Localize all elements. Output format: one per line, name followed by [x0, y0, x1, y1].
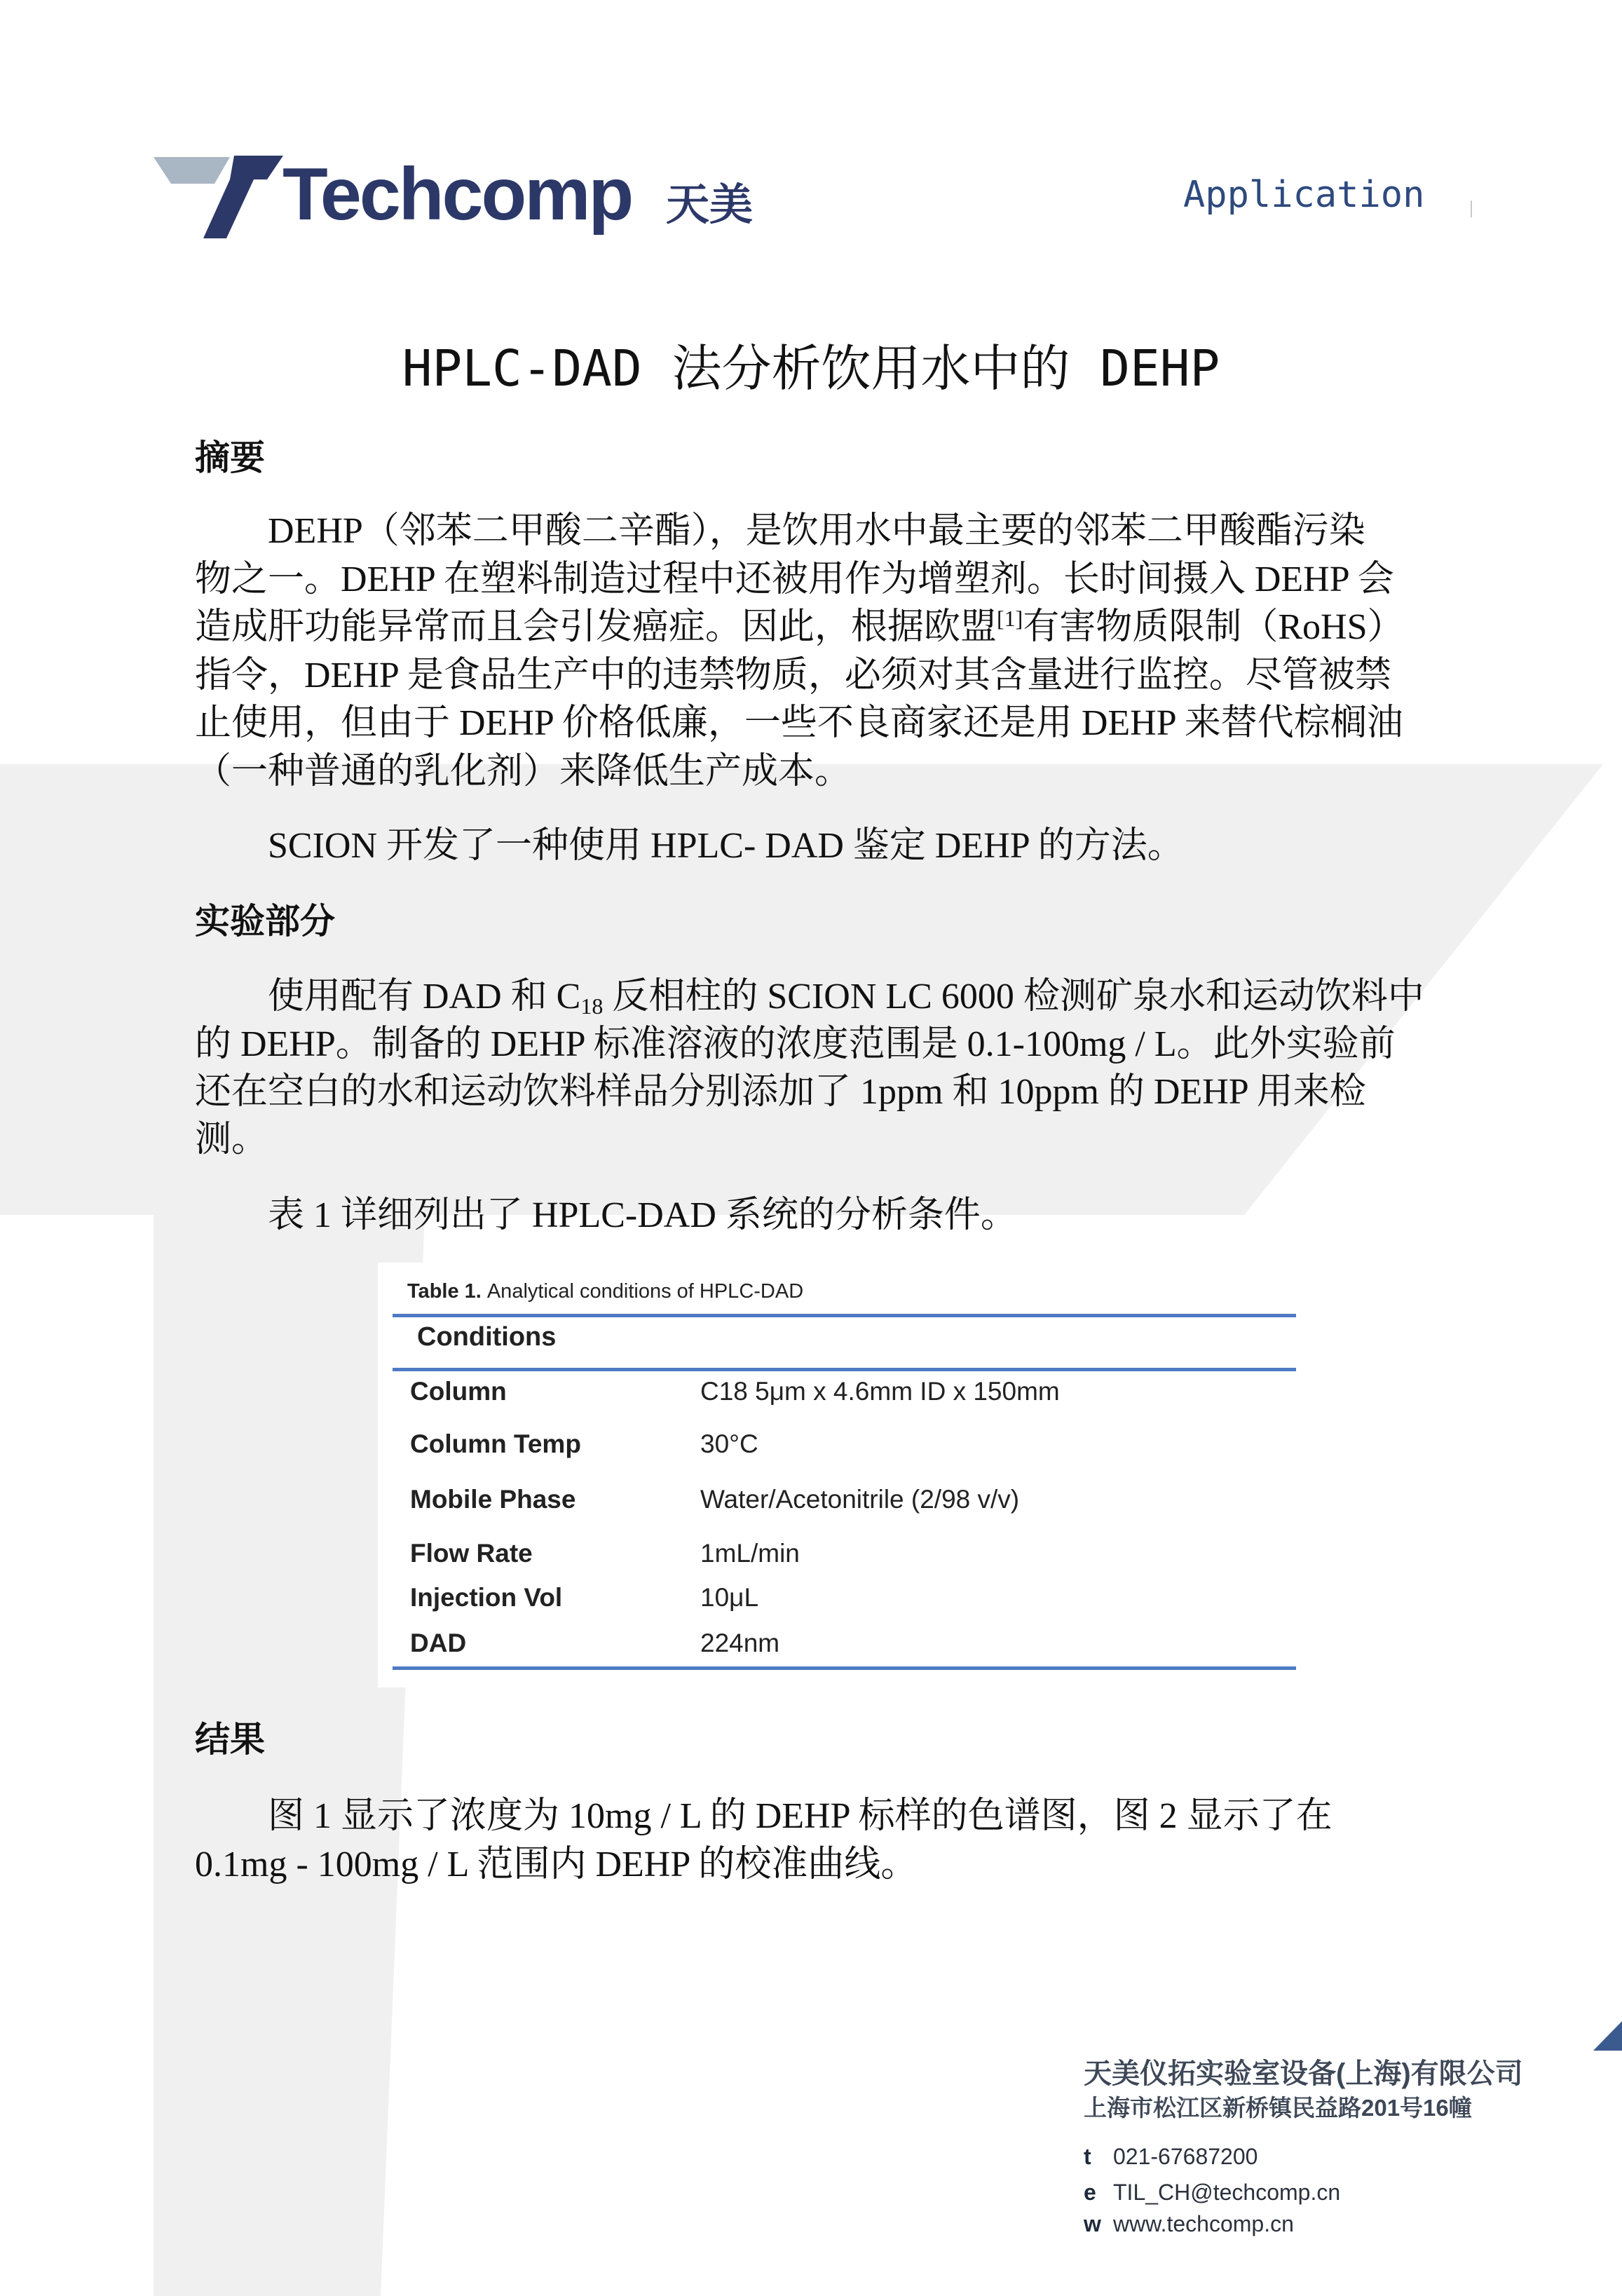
analytical-conditions-table — [378, 1263, 1300, 1687]
table-row-value: 10μL — [700, 1583, 759, 1612]
text-segment: 反相柱的 SCION LC 6000 检测矿泉水和运动饮料中 — [603, 977, 1424, 1017]
text-segment: 有害物质限制（RoHS） — [1023, 607, 1404, 648]
text-line: 指令，DEHP 是食品生产中的违禁物质，必须对其含量进行监控。尽管被禁 — [195, 655, 1391, 695]
table-row-label: Column — [410, 1377, 507, 1406]
reference-marker: [1] — [997, 606, 1023, 632]
text-line — [195, 604, 1404, 652]
table-caption — [407, 1279, 803, 1304]
table-caption-label: Table 1. — [407, 1280, 482, 1303]
section-heading-experimental: 实验部分 — [195, 901, 335, 942]
techcomp-logo — [154, 153, 753, 238]
text-line: 物之一。DEHP 在塑料制造过程中还被用作为增塑剂。长时间摄入 DEHP 会 — [195, 559, 1394, 599]
table-row-value: 30°C — [700, 1429, 758, 1458]
table-header-rule — [393, 1368, 1296, 1371]
table-row-label: Column Temp — [410, 1429, 581, 1458]
subscript-number: 18 — [580, 993, 604, 1019]
table-row-label: DAD — [410, 1629, 467, 1657]
text-line: 还在空白的水和运动饮料样品分别添加了 1ppm 和 10ppm 的 DEHP 用来检 — [195, 1072, 1366, 1112]
contact-label: e — [1084, 2180, 1096, 2205]
text-line: DEHP（邻苯二甲酸二辛酯），是饮用水中最主要的邻苯二甲酸酯污染 — [268, 511, 1365, 551]
text-line: 的 DEHP。制备的 DEHP 标准溶液的浓度范围是 0.1-100mg / L。此外实验前 — [195, 1024, 1396, 1064]
abstract-paragraph-2: SCION 开发了一种使用 HPLC- DAD 鉴定 DEHP 的方法。 — [268, 826, 1184, 866]
logo-mark-gray-icon — [154, 157, 230, 184]
table-row-value: 224nm — [700, 1629, 780, 1657]
text-line: 测。 — [195, 1120, 268, 1160]
experimental-paragraph-2: 表 1 详细列出了 HPLC-DAD 系统的分析条件。 — [268, 1195, 1017, 1235]
contact-value: www.techcomp.cn — [1113, 2211, 1294, 2236]
table-top-rule — [393, 1314, 1296, 1317]
table-caption-text: Analytical conditions of HPLC-DAD — [486, 1280, 804, 1303]
table-row-value: 1mL/min — [700, 1539, 800, 1568]
text-line: 0.1mg - 100mg / L 范围内 DEHP 的校准曲线。 — [195, 1845, 918, 1884]
table-row-value: C18 5μm x 4.6mm ID x 150mm — [700, 1377, 1060, 1406]
contact-value: 021-67687200 — [1113, 2144, 1258, 2169]
text-segment: 造成肝功能异常而且会引发癌症。因此，根据欧盟 — [195, 607, 997, 648]
footer-company-name: 天美仪拓实验室设备(上海)有限公司 — [1084, 2058, 1523, 2089]
section-heading-results: 结果 — [195, 1719, 265, 1760]
abstract-paragraph — [195, 508, 1404, 796]
footer-contact-email — [1084, 2178, 1340, 2206]
results-paragraph — [195, 1792, 1333, 1889]
section-heading-abstract: 摘要 — [195, 437, 265, 478]
text-line: 图 1 显示了浓度为 10mg / L 的 DEHP 标样的色谱图，图 2 显示了在 — [268, 1796, 1333, 1836]
text-line: 止使用，但由于 DEHP 价格低廉，一些不良商家还是用 DEHP 来替代棕榈油 — [195, 703, 1403, 744]
table-row-label: Injection Vol — [410, 1583, 563, 1612]
contact-value: TIL_CH@techcomp.cn — [1113, 2180, 1341, 2205]
corner-triangle-accent — [1593, 2021, 1622, 2051]
contact-label: t — [1084, 2144, 1091, 2169]
logo-wordmark-cn: 天美 — [666, 179, 754, 230]
text-line — [195, 973, 1424, 1021]
table-bottom-rule — [393, 1666, 1296, 1670]
page-title: HPLC-DAD 法分析饮用水中的 DEHP — [402, 339, 1220, 398]
contact-label: w — [1084, 2211, 1101, 2236]
table-header: Conditions — [417, 1322, 557, 1352]
footer-address: 上海市松江区新桥镇民益路201号16幢 — [1084, 2095, 1472, 2121]
logo-wordmark: Techcomp — [282, 153, 632, 236]
document-type-label: Application — [1183, 174, 1425, 216]
text-segment: 使用配有 DAD 和 C — [268, 977, 581, 1017]
table-row-label: Flow Rate — [410, 1539, 533, 1568]
footer-contact-website — [1084, 2210, 1294, 2238]
experimental-paragraph — [195, 973, 1424, 1164]
table-row-label: Mobile Phase — [410, 1485, 576, 1514]
text-line: （一种普通的乳化剂）来降低生产成本。 — [195, 751, 852, 792]
table-row-value: Water/Acetonitrile (2/98 v/v) — [700, 1485, 1020, 1514]
footer-contact-phone — [1084, 2142, 1258, 2171]
